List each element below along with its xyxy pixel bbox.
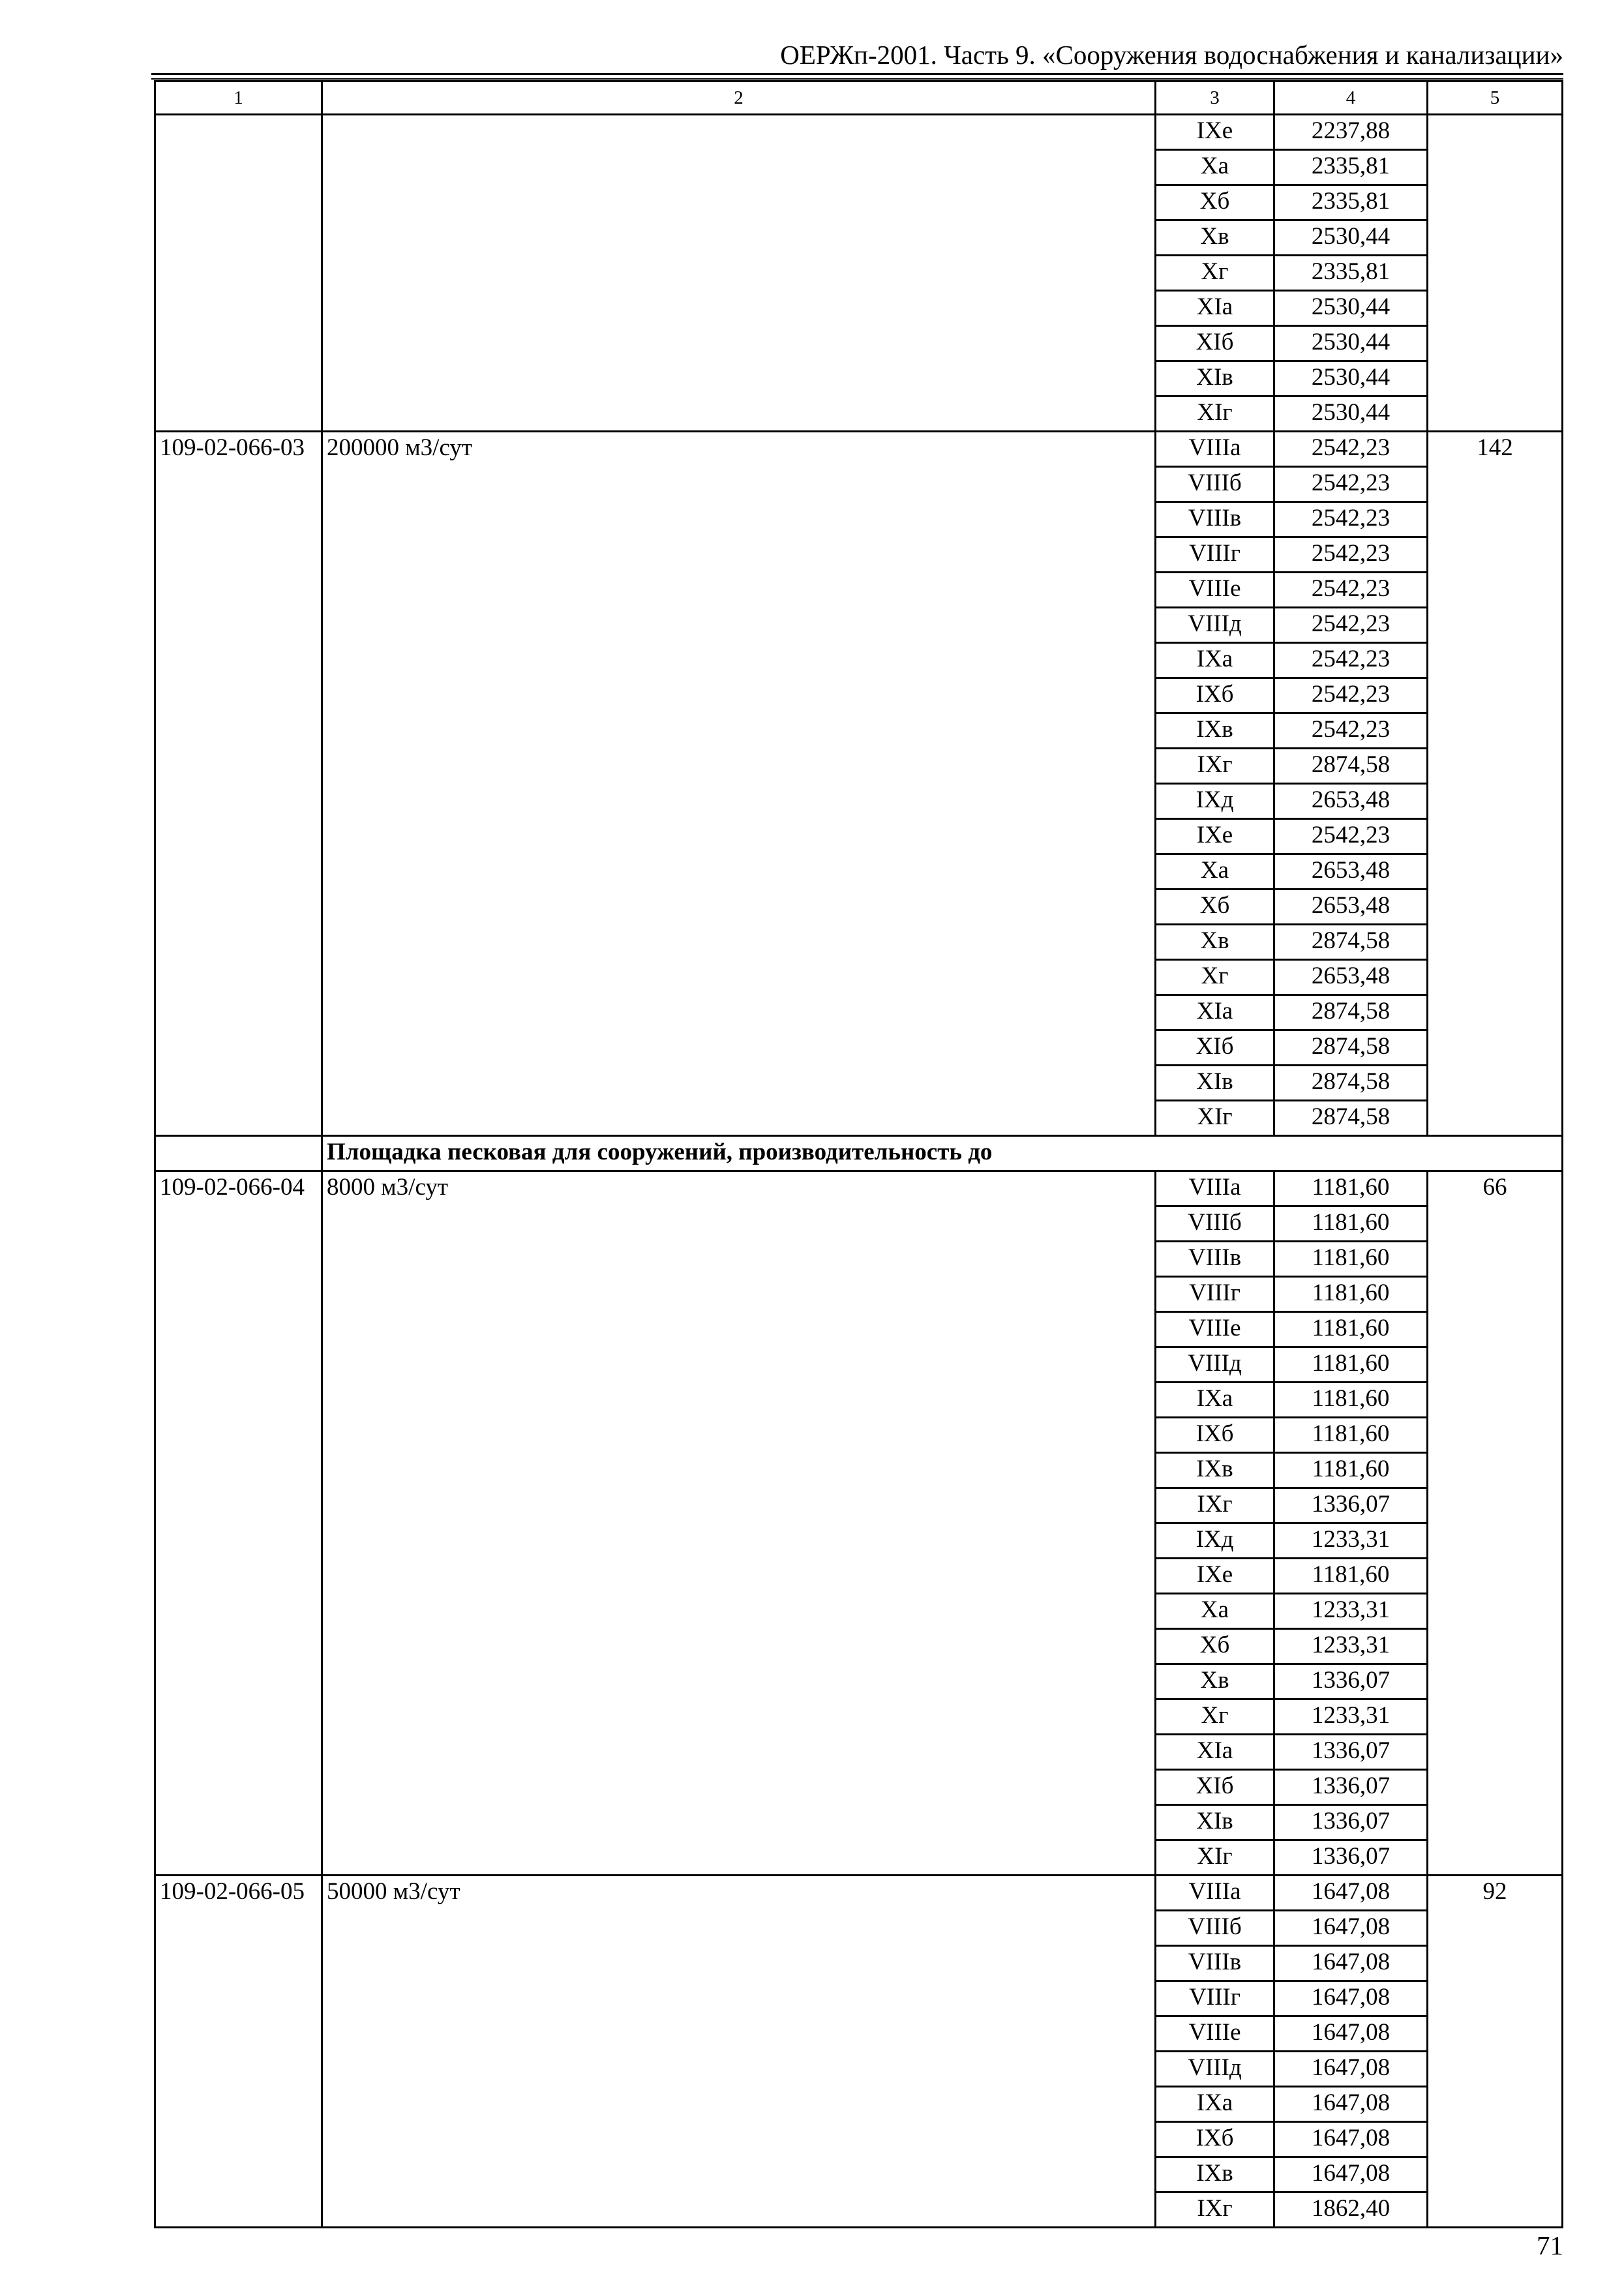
- zone-cell: IXг: [1156, 749, 1274, 784]
- zone-cell: VIIIг: [1156, 537, 1274, 573]
- zone-cell: IXг: [1156, 1488, 1274, 1523]
- rates-table: [154, 80, 1563, 2228]
- value-cell: 1647,08: [1274, 1946, 1428, 1981]
- zone-cell: IXб: [1156, 2122, 1274, 2157]
- page-header-title: ОЕРЖп-2001. Часть 9. «Сооружения водоснабжения и канализации»: [780, 40, 1563, 70]
- value-cell: 1647,08: [1274, 2122, 1428, 2157]
- value-cell: 2335,81: [1274, 150, 1428, 185]
- zone-cell: Xб: [1156, 185, 1274, 220]
- value-cell: 2653,48: [1274, 854, 1428, 890]
- value-cell: 1647,08: [1274, 1981, 1428, 2016]
- value-cell: 2542,23: [1274, 537, 1428, 573]
- zone-cell: IXв: [1156, 1453, 1274, 1488]
- column-5-cell: 66: [1428, 1171, 1563, 1876]
- value-cell: 2542,23: [1274, 643, 1428, 678]
- zone-cell: XIа: [1156, 1735, 1274, 1770]
- zone-cell: Xа: [1156, 854, 1274, 890]
- column-number: 5: [1428, 82, 1563, 115]
- zone-cell: Xа: [1156, 150, 1274, 185]
- value-cell: 1647,08: [1274, 2087, 1428, 2122]
- column-number: 1: [155, 82, 322, 115]
- value-cell: 2542,23: [1274, 467, 1428, 502]
- table-row: [155, 1171, 1563, 1206]
- zone-cell: IXе: [1156, 115, 1274, 150]
- column-number: 2: [322, 82, 1156, 115]
- value-cell: 1233,31: [1274, 1699, 1428, 1735]
- value-cell: 1336,07: [1274, 1664, 1428, 1699]
- value-cell: 1181,60: [1274, 1242, 1428, 1277]
- zone-cell: IXд: [1156, 784, 1274, 819]
- zone-cell: IXг: [1156, 2192, 1274, 2228]
- value-cell: 1181,60: [1274, 1383, 1428, 1418]
- zone-cell: VIIIв: [1156, 502, 1274, 537]
- rate-code: 109-02-066-03: [155, 432, 322, 1136]
- zone-cell: IXб: [1156, 678, 1274, 713]
- zone-cell: VIIIв: [1156, 1242, 1274, 1277]
- value-cell: 1233,31: [1274, 1523, 1428, 1559]
- value-cell: 1181,60: [1274, 1453, 1428, 1488]
- section-heading: Площадка песковая для сооружений, производительность до: [322, 1136, 1563, 1171]
- zone-cell: VIIIд: [1156, 1347, 1274, 1383]
- value-cell: 2530,44: [1274, 220, 1428, 256]
- column-number: 3: [1156, 82, 1274, 115]
- zone-cell: Xб: [1156, 1629, 1274, 1664]
- zone-cell: Xа: [1156, 1594, 1274, 1629]
- zone-cell: VIIIв: [1156, 1946, 1274, 1981]
- column-number-row: [155, 82, 1563, 115]
- value-cell: 2542,23: [1274, 573, 1428, 608]
- value-cell: 2542,23: [1274, 502, 1428, 537]
- value-cell: 2653,48: [1274, 960, 1428, 995]
- value-cell: 2874,58: [1274, 995, 1428, 1030]
- zone-cell: IXе: [1156, 1559, 1274, 1594]
- zone-cell: VIIIе: [1156, 2016, 1274, 2052]
- rate-description: [322, 115, 1156, 432]
- value-cell: 2653,48: [1274, 890, 1428, 925]
- zone-cell: Xв: [1156, 925, 1274, 960]
- value-cell: 1647,08: [1274, 1876, 1428, 1911]
- zone-cell: XIб: [1156, 326, 1274, 361]
- value-cell: 2530,44: [1274, 291, 1428, 326]
- value-cell: 2542,23: [1274, 432, 1428, 467]
- value-cell: 2335,81: [1274, 185, 1428, 220]
- zone-cell: XIг: [1156, 396, 1274, 432]
- value-cell: 1181,60: [1274, 1277, 1428, 1312]
- zone-cell: IXа: [1156, 643, 1274, 678]
- value-cell: 2874,58: [1274, 1030, 1428, 1066]
- column-5-cell: 142: [1428, 432, 1563, 1136]
- value-cell: 1336,07: [1274, 1735, 1428, 1770]
- zone-cell: VIIIа: [1156, 432, 1274, 467]
- zone-cell: VIIIа: [1156, 1171, 1274, 1206]
- table-body: [155, 82, 1563, 2228]
- zone-cell: Xг: [1156, 256, 1274, 291]
- zone-cell: VIIIг: [1156, 1981, 1274, 2016]
- zone-cell: VIIIе: [1156, 1312, 1274, 1347]
- value-cell: 2874,58: [1274, 1066, 1428, 1101]
- value-cell: 2874,58: [1274, 925, 1428, 960]
- zone-cell: VIIIг: [1156, 1277, 1274, 1312]
- zone-cell: XIг: [1156, 1101, 1274, 1136]
- section-heading-row: [155, 1136, 1563, 1171]
- column-number: 4: [1274, 82, 1428, 115]
- zone-cell: XIв: [1156, 1066, 1274, 1101]
- rate-code: 109-02-066-05: [155, 1876, 322, 2228]
- rate-description: 50000 м3/сут: [322, 1876, 1156, 2228]
- rate-description: 8000 м3/сут: [322, 1171, 1156, 1876]
- zone-cell: IXа: [1156, 1383, 1274, 1418]
- value-cell: 2530,44: [1274, 361, 1428, 396]
- zone-cell: XIв: [1156, 1805, 1274, 1840]
- zone-cell: VIIIе: [1156, 573, 1274, 608]
- zone-cell: Xв: [1156, 1664, 1274, 1699]
- value-cell: 1862,40: [1274, 2192, 1428, 2228]
- zone-cell: Xг: [1156, 960, 1274, 995]
- value-cell: 2530,44: [1274, 396, 1428, 432]
- zone-cell: Xв: [1156, 220, 1274, 256]
- value-cell: 2237,88: [1274, 115, 1428, 150]
- zone-cell: VIIIа: [1156, 1876, 1274, 1911]
- zone-cell: Xг: [1156, 1699, 1274, 1735]
- value-cell: 1181,60: [1274, 1206, 1428, 1242]
- value-cell: 2542,23: [1274, 819, 1428, 854]
- zone-cell: IXа: [1156, 2087, 1274, 2122]
- table-row: [155, 432, 1563, 467]
- value-cell: 1181,60: [1274, 1347, 1428, 1383]
- zone-cell: VIIIб: [1156, 1911, 1274, 1946]
- value-cell: 1181,60: [1274, 1171, 1428, 1206]
- header-rule-thin: [151, 78, 1563, 80]
- value-cell: 1647,08: [1274, 2016, 1428, 2052]
- zone-cell: VIIIд: [1156, 608, 1274, 643]
- value-cell: 1336,07: [1274, 1488, 1428, 1523]
- section-code-cell: [155, 1136, 322, 1171]
- rate-code: 109-02-066-04: [155, 1171, 322, 1876]
- zone-cell: IXд: [1156, 1523, 1274, 1559]
- zone-cell: VIIIб: [1156, 467, 1274, 502]
- value-cell: 2542,23: [1274, 678, 1428, 713]
- value-cell: 1181,60: [1274, 1312, 1428, 1347]
- table-row: [155, 1876, 1563, 1911]
- page-number: 71: [1537, 2230, 1563, 2260]
- column-5-cell: 92: [1428, 1876, 1563, 2228]
- zone-cell: Xб: [1156, 890, 1274, 925]
- column-5-cell: [1428, 115, 1563, 432]
- value-cell: 2874,58: [1274, 1101, 1428, 1136]
- value-cell: 1233,31: [1274, 1594, 1428, 1629]
- zone-cell: VIIIб: [1156, 1206, 1274, 1242]
- value-cell: 1181,60: [1274, 1559, 1428, 1594]
- value-cell: 1336,07: [1274, 1840, 1428, 1876]
- value-cell: 2653,48: [1274, 784, 1428, 819]
- value-cell: 2530,44: [1274, 326, 1428, 361]
- value-cell: 2335,81: [1274, 256, 1428, 291]
- value-cell: 1647,08: [1274, 1911, 1428, 1946]
- rate-description: 200000 м3/сут: [322, 432, 1156, 1136]
- value-cell: 1647,08: [1274, 2157, 1428, 2192]
- zone-cell: IXв: [1156, 713, 1274, 749]
- zone-cell: XIб: [1156, 1770, 1274, 1805]
- value-cell: 1647,08: [1274, 2052, 1428, 2087]
- zone-cell: XIа: [1156, 995, 1274, 1030]
- zone-cell: IXв: [1156, 2157, 1274, 2192]
- zone-cell: IXе: [1156, 819, 1274, 854]
- zone-cell: IXб: [1156, 1418, 1274, 1453]
- table-row: [155, 115, 1563, 150]
- value-cell: 1336,07: [1274, 1770, 1428, 1805]
- value-cell: 1336,07: [1274, 1805, 1428, 1840]
- value-cell: 2542,23: [1274, 608, 1428, 643]
- zone-cell: VIIIд: [1156, 2052, 1274, 2087]
- zone-cell: XIб: [1156, 1030, 1274, 1066]
- rate-code: [155, 115, 322, 432]
- value-cell: 2874,58: [1274, 749, 1428, 784]
- header-rule: [151, 73, 1563, 75]
- zone-cell: XIв: [1156, 361, 1274, 396]
- zone-cell: XIа: [1156, 291, 1274, 326]
- value-cell: 1181,60: [1274, 1418, 1428, 1453]
- value-cell: 1233,31: [1274, 1629, 1428, 1664]
- zone-cell: XIг: [1156, 1840, 1274, 1876]
- value-cell: 2542,23: [1274, 713, 1428, 749]
